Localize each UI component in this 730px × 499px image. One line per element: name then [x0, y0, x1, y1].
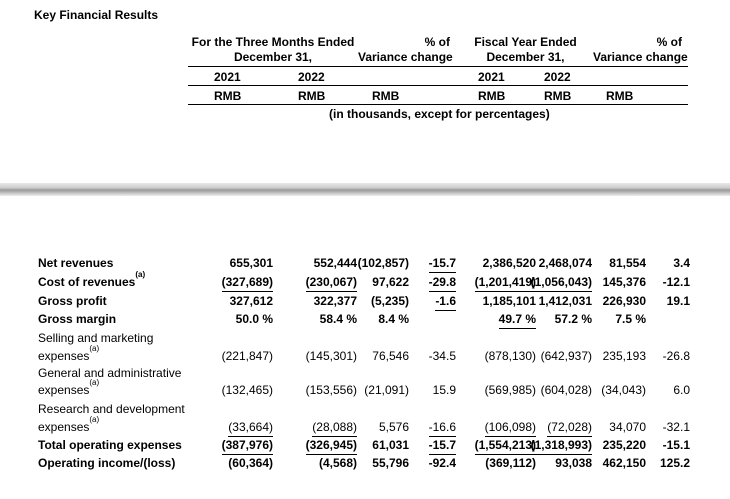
row-label: expenses$^{(a)}$ — [38, 415, 100, 434]
cell-fyvar: 145,376 — [602, 275, 646, 289]
table-row — [0, 344, 730, 365]
units-note: (in thousands, except for percentages) — [329, 107, 550, 121]
fiscal-year-heading-line1: Fiscal Year Ended — [474, 35, 577, 49]
table-row — [0, 436, 730, 454]
cell-fyvar: 81,554 — [609, 256, 646, 270]
cell-fy2022: 57.2 % — [554, 312, 592, 326]
cell-qpct: -34.5 — [428, 349, 456, 363]
cell-q2022: 552,444 — [313, 256, 357, 270]
cell-fyvar: 34,070 — [609, 420, 646, 434]
table-row — [0, 415, 730, 436]
rmb-heading-3: RMB — [372, 89, 400, 103]
year-2021-heading: 2021 — [214, 70, 241, 84]
cell-fy2022: 93,038 — [555, 456, 592, 470]
cell-fy2022: (1,056,043) — [531, 273, 592, 292]
cell-fy2021: 49.7 % — [499, 310, 536, 329]
cell-q2022: (230,067) — [306, 273, 357, 292]
cell-fy2021: (369,112) — [485, 456, 536, 470]
cell-qpct: -92.4 — [428, 456, 456, 470]
rmb-heading-2: RMB — [298, 89, 326, 103]
cell-q2021: 655,301 — [229, 256, 273, 270]
rmb-heading-4: RMB — [478, 89, 506, 103]
cell-fy2021: (569,985) — [484, 383, 536, 397]
three-months-heading-line1: For the Three Months Ended — [191, 35, 355, 49]
cell-qvar: 55,796 — [372, 456, 409, 470]
cell-fy2022: (72,028) — [547, 418, 592, 437]
year-2021-heading-fy: 2021 — [478, 70, 505, 84]
table-row — [0, 378, 730, 399]
cell-q2021: (387,976) — [222, 436, 273, 455]
cell-qpct: -1.6 — [435, 292, 456, 311]
cell-fypct: -12.1 — [662, 275, 690, 289]
variance-change-heading-2: Variance change — [593, 50, 688, 64]
cell-q2021: (132,465) — [221, 383, 273, 397]
cell-qvar: 97,622 — [372, 275, 409, 289]
cell-fyvar: 226,930 — [602, 294, 646, 308]
cell-fy2022: 1,412,031 — [538, 294, 592, 308]
row-label: Operating income/(loss) — [38, 456, 176, 470]
table-row — [0, 270, 730, 291]
cell-fy2021: (878,130) — [484, 349, 536, 363]
row-label: Cost of revenues$^{(a)}$ — [38, 270, 146, 289]
cell-fyvar: 235,193 — [602, 349, 646, 363]
cell-q2021: (33,664) — [228, 418, 273, 437]
row-label: Net revenues — [38, 256, 114, 270]
cell-fypct: -26.8 — [662, 349, 690, 363]
cell-q2021: 50.0 % — [235, 312, 273, 326]
cell-qvar: 8.4 % — [378, 312, 409, 326]
row-label: expenses$^{(a)}$ — [38, 378, 100, 397]
cell-fyvar: 235,220 — [602, 438, 646, 452]
cell-q2022: (153,556) — [305, 383, 357, 397]
cell-qvar: 61,031 — [372, 438, 409, 452]
cell-fy2021: (106,098) — [485, 418, 536, 437]
row-label: Total operating expenses — [38, 438, 182, 452]
cell-q2022: (326,945) — [306, 436, 357, 455]
table-row — [0, 454, 730, 472]
cell-qvar: 5,576 — [378, 420, 409, 434]
cell-fy2021: 1,185,101 — [482, 294, 536, 308]
cell-fy2022: (1,318,993) — [531, 436, 592, 455]
cell-fypct: 3.4 — [673, 256, 690, 270]
cell-q2022: (145,301) — [305, 349, 357, 363]
cell-q2021: 327,612 — [229, 294, 273, 308]
table-row — [0, 254, 730, 272]
rmb-heading-6: RMB — [606, 89, 634, 103]
cell-qpct: 15.9 — [432, 383, 456, 397]
cell-fy2022: 2,468,074 — [538, 256, 592, 270]
cell-fy2022: (642,937) — [540, 349, 592, 363]
cell-qvar: (21,091) — [364, 383, 409, 397]
cell-q2022: 322,377 — [313, 294, 357, 308]
rmb-heading-1: RMB — [214, 89, 242, 103]
year-2022-heading: 2022 — [298, 70, 325, 84]
row-label: Gross profit — [38, 294, 107, 308]
cell-fy2021: (1,201,419) — [475, 273, 536, 292]
header-rule-1 — [188, 66, 688, 67]
cell-q2021: (327,689) — [222, 273, 273, 292]
header-rule-2 — [188, 85, 688, 86]
row-label-line1: General and administrative — [38, 366, 182, 380]
cell-qvar: 76,546 — [372, 349, 409, 363]
cell-fypct: -15.1 — [662, 438, 690, 452]
fiscal-year-heading-line2: December 31, — [486, 50, 565, 64]
cell-fy2021: (1,554,213) — [475, 436, 536, 455]
cell-qpct: -16.6 — [429, 418, 456, 437]
year-2022-heading-fy: 2022 — [544, 70, 571, 84]
pct-of-heading-2: % of — [656, 35, 682, 49]
cell-q2022: (4,568) — [318, 456, 357, 470]
page-title: Key Financial Results — [34, 8, 159, 22]
cell-fypct: -32.1 — [662, 420, 690, 434]
cell-fyvar: 7.5 % — [615, 312, 646, 326]
cell-fyvar: (34,043) — [601, 383, 646, 397]
cell-qpct: -15.7 — [429, 436, 456, 455]
table-row — [0, 310, 730, 328]
three-months-heading-line2: December 31, — [233, 50, 313, 64]
header-rule-3 — [188, 104, 688, 105]
pct-of-heading: % of — [424, 35, 450, 49]
cell-fy2021: 2,386,520 — [482, 256, 536, 270]
page-break-divider — [0, 183, 730, 196]
row-label: Gross margin — [38, 312, 117, 326]
cell-fypct: 19.1 — [666, 294, 690, 308]
cell-qvar: (5,235) — [370, 294, 409, 308]
cell-q2022: (28,088) — [312, 418, 357, 437]
cell-q2021: (60,364) — [228, 456, 273, 470]
variance-change-heading: Variance change — [358, 50, 453, 64]
cell-qvar: (102,857) — [357, 256, 409, 270]
cell-fypct: 6.0 — [673, 383, 690, 397]
cell-fypct: 125.2 — [659, 456, 690, 470]
cell-q2022: 58.4 % — [319, 312, 357, 326]
cell-q2021: (221,847) — [221, 349, 273, 363]
row-label: expenses$^{(a)}$ — [38, 344, 100, 363]
row-label-line1: Research and development — [38, 402, 185, 416]
cell-qpct: -15.7 — [429, 254, 456, 273]
rmb-heading-5: RMB — [544, 89, 572, 103]
cell-qpct: -29.8 — [429, 273, 456, 292]
cell-fy2022: (604,028) — [540, 383, 592, 397]
row-label-line1: Selling and marketing — [38, 331, 154, 345]
table-row — [0, 292, 730, 310]
cell-fyvar: 462,150 — [602, 456, 646, 470]
